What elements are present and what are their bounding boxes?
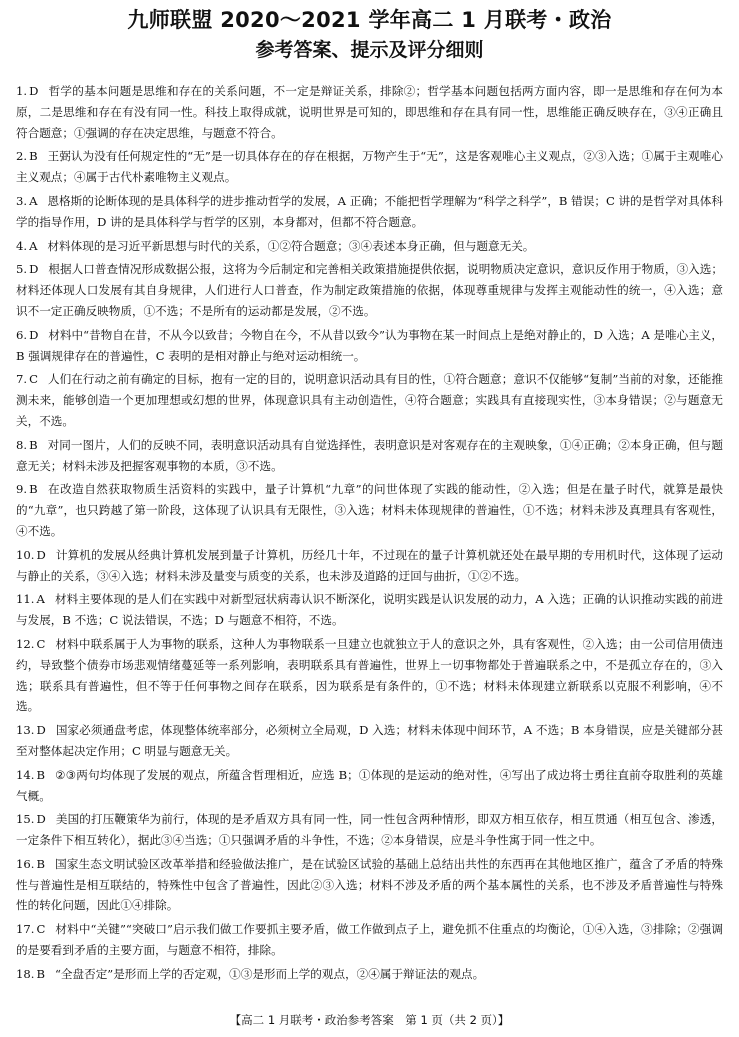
answer-number: 2. — [16, 149, 28, 164]
answer-key: C — [36, 922, 46, 937]
answer-key: B — [36, 767, 45, 782]
answer-key: B — [29, 149, 38, 164]
answer-explanation: 王弼认为没有任何规定性的“无”是一切具体存在的存在根据，万物产生于“无”，这是客观唯心主义观点，②③入选；①属于主观唯心主义观点；④属于古代朴素唯物主义观点。 — [16, 149, 723, 185]
page-subtitle: 参考答案、提示及评分细则 — [255, 39, 484, 61]
answer-explanation: 人们在行动之前有确定的目标，抱有一定的目的，说明意识活动具有目的性，①符合题意；意识不仅能够“复制”当前的对象，还能推测未来，能够创造一个更加理想或幻想的世界，体现意识具有主动创造性，④符合题意；实践具有直接现实性，③本身错误；②与题意无关，不选。 — [16, 372, 723, 428]
answer-key: D — [36, 812, 46, 827]
answer-number: 4. — [16, 238, 28, 253]
answer-item — [16, 369, 723, 431]
answer-item — [16, 964, 723, 985]
answer-explanation: 材料体现的是习近平新思想与时代的关系，①②符合题意；③④表述本身正确，但与题意无关。 — [47, 238, 535, 253]
answer-key: B — [29, 437, 38, 452]
answer-number: 17. — [16, 922, 35, 937]
answer-number: 11. — [16, 592, 35, 607]
answer-item — [16, 81, 723, 143]
answer-item — [16, 854, 723, 916]
answer-item — [16, 809, 723, 851]
answer-key: B — [36, 856, 45, 871]
answer-key: D — [29, 84, 39, 98]
answer-item — [16, 765, 723, 807]
answer-key: D — [29, 262, 39, 277]
answer-explanation: 国家生态文明试验区改革举措和经验做法推广，是在试验区试验的基础上总结出共性的东西再在其他地区推广，蕴含了矛盾的特殊性与普遍性是相互联结的，特殊性中包含了普遍性，因此②③入选；材料不涉及矛盾的两个基本属性的关系，也不涉及矛盾普遍性与特殊性的转化问题，因此①④排除。 — [16, 856, 723, 913]
answer-item — [16, 720, 723, 762]
answer-number: 18. — [16, 966, 35, 981]
answer-number: 6. — [16, 327, 28, 342]
answer-number: 3. — [16, 193, 28, 208]
answer-explanation: 材料中“关键”“突破口”启示我们做工作要抓主要矛盾，做工作做到点子上，避免抓不住重点的均衡论，①④入选，③排除；②强调的是要看到矛盾的主要方面，与题意不相符，排除。 — [16, 922, 723, 958]
answer-explanation: ②③两句均体现了发展的观点，所蕴含哲理相近，应选 B；①体现的是运动的绝对性，④写出了成边将士勇往直前夺取胜利的英雄气概。 — [16, 767, 723, 803]
answer-explanation: 在改造自然获取物质生活资料的实践中，量子计算机“九章”的问世体现了实践的能动性，②入选；但是在量子时代，就算是最快的“九章”，也只跨越了第一阶段，这体现了认识具有无限性，③入选；材料未体现规律的普遍性，①不选；材料未涉及真理具有客观性，④不选。 — [16, 482, 723, 538]
answer-number: 15. — [16, 812, 35, 827]
answer-number: 13. — [16, 723, 35, 738]
answer-number: 14. — [16, 767, 35, 782]
answer-key: C — [36, 636, 46, 651]
answer-key: D — [36, 547, 46, 562]
answer-explanation: 美国的打压鞭策华为前行，体现的是矛盾双方具有同一性，同一性包含两种情形，即双方相互依存，相互贯通（相互包含、渗透，一定条件下相互转化），据此③④当选；①只强调矛盾的斗争性，不选；②本身错误，应是斗争性寓于同一性之中。 — [16, 812, 723, 848]
answer-number: 8. — [16, 437, 28, 452]
answer-number: 7. — [16, 372, 28, 387]
answer-number: 10. — [16, 547, 35, 562]
answer-item — [16, 589, 723, 631]
answer-item — [16, 191, 723, 233]
answer-explanation: 对同一图片，人们的反映不同，表明意识活动具有自觉选择性，表明意识是对客观存在的主观映象，①④正确；②本身正确，但与题意无关；材料未涉及把握客观事物的本质，③不选。 — [16, 437, 723, 473]
page-footer: 【高二 1 月联考・政治参考答案 第 1 页（共 2 页）】 — [229, 1013, 510, 1027]
answer-key: D — [29, 327, 39, 342]
answer-item — [16, 634, 723, 717]
answer-explanation: “全盘否定”是形而上学的否定观，①③是形而上学的观点，②④属于辩证法的观点。 — [54, 966, 485, 981]
answer-explanation: 根据人口普查情况形成数据公报，这将为今后制定和完善相关政策措施提供依据，说明物质决定意识，意识反作用于物质，③入选；材料还体现人口发展有其自身规律，人们进行人口普查，作为制定政策措施的依据，体现尊重规律与发挥主观能动性的统一，④入选；意识不一定正确反映物质，①不选；不是所有的运动都是发展，②不选。 — [16, 262, 723, 318]
answer-number: 1. — [16, 84, 28, 98]
answer-item — [16, 919, 723, 961]
answer-key: B — [36, 966, 45, 981]
answer-item — [16, 545, 723, 587]
answer-item — [16, 146, 723, 188]
answer-number: 5. — [16, 262, 28, 277]
answer-number: 9. — [16, 482, 28, 497]
answer-explanation: 国家必须通盘考虑，体现整体统率部分，必须树立全局观，D 入选；材料未体现中间环节，A 不选；B 本身错误，应是关键部分甚至对整体起决定作用；C 明显与题意无关。 — [16, 723, 723, 758]
answer-explanation: 哲学的基本问题是思维和存在的关系问题，不一定是辩证关系，排除②；哲学基本问题包括两方面内容，即一是思维和存在何为本原，二是思维和存在有没有同一性。科技上取得成就，说明世界是可知的，即思维和存在具有同一性，思维能正确反映存在，③④正确且符合题意；①强调的存在决定思维，与题意不符合。 — [16, 84, 723, 140]
answer-list — [16, 81, 723, 985]
answer-explanation: 材料中“昔物自在昔，不从今以致昔；今物自在今，不从昔以致今”认为事物在某一时间点上是绝对静止的，D 入选；A 是唯心主义，B 强调规律存在的普遍性，C 表明的是相对静止与绝对运动相统一。 — [16, 327, 723, 363]
answer-number: 12. — [16, 636, 35, 651]
page-title: 九师联盟 2020～2021 学年高二 1 月联考・政治 — [127, 8, 612, 32]
answer-number: 16. — [16, 856, 35, 871]
answer-item — [16, 236, 723, 257]
answer-explanation: 材料主要体现的是人们在实践中对新型冠状病毒认识不断深化，说明实践是认识发展的动力，A 入选；正确的认识推动实践的前进与发展，B 不选；C 说法错误，不选；D 与题意不相符，不选。 — [16, 592, 723, 628]
answer-key: A — [36, 592, 45, 607]
answer-item — [16, 325, 723, 367]
answer-key: D — [36, 723, 46, 738]
answer-key: A — [29, 238, 38, 253]
answer-explanation: 计算机的发展从经典计算机发展到量子计算机，历经几十年，不过现在的量子计算机就还处在最早期的专用机时代，这体现了运动与静止的关系，③④入选；材料未涉及量变与质变的关系，也未涉及道路的迂回与曲折，①②不选。 — [16, 547, 723, 583]
answer-key: A — [29, 193, 38, 208]
answer-item — [16, 435, 723, 477]
answer-explanation: 材料中联系属于人为事物的联系，这种人为事物联系一旦建立也就独立于人的意识之外，具有客观性，②入选；由一公司信用债违约，导致整个债券市场悲观情绪蔓延等一系列影响，表明联系具有普遍性，世界上一切事物都处于普遍联系之中，不是孤立存在的，③入选；联系具有普遍性，但不等于任何事物之间存在联系，因为联系是有条件的，①不选；材料未体现建立新联系以克服不利影响，④不选。 — [16, 636, 723, 714]
answer-explanation: 恩格斯的论断体现的是具体科学的进步推动哲学的发展，A 正确；不能把哲学理解为“科学之科学”，B 错误；C 讲的是哲学对具体科学的指导作用，D 讲的是具体科学与哲学的区别，本身都对，但都不符合题意。 — [16, 193, 723, 229]
answer-key: C — [29, 372, 38, 387]
answer-item — [16, 479, 723, 541]
answer-key: B — [29, 482, 38, 497]
answer-item — [16, 259, 723, 321]
